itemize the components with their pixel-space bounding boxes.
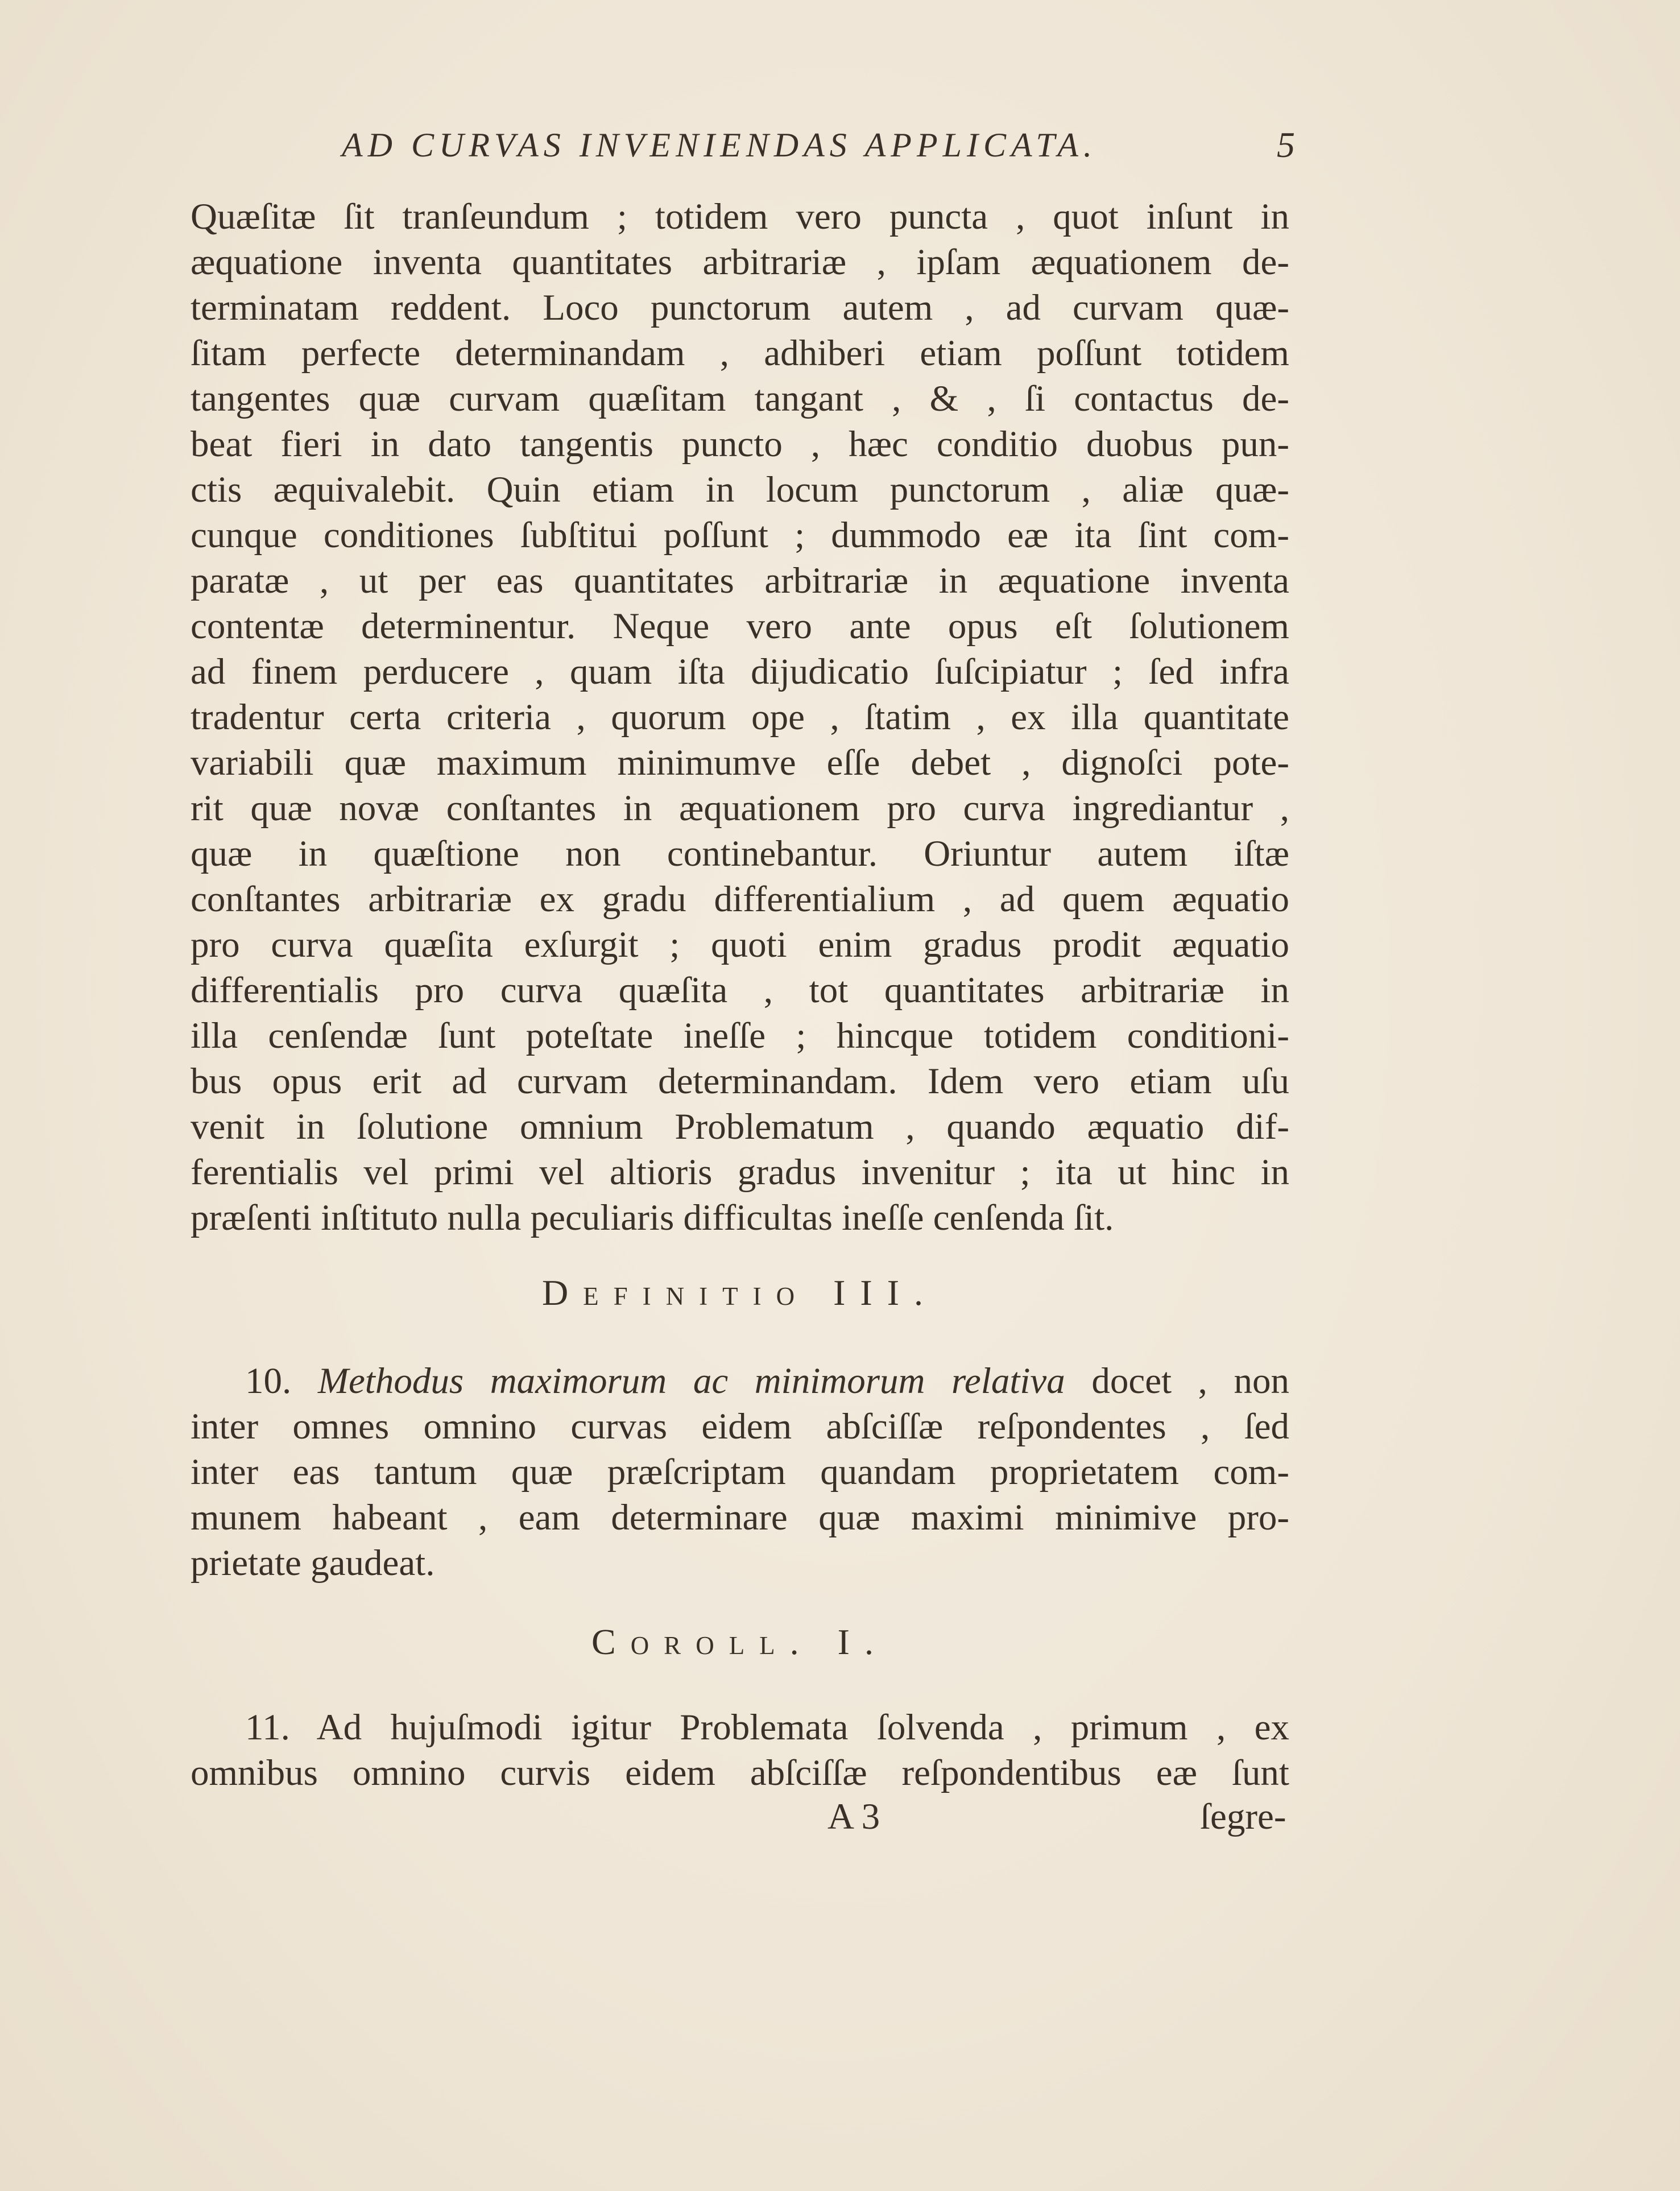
text-line: tangentes quæ curvam quæſitam tangant , & , ſi contactus de-: [191, 378, 1289, 419]
running-title: AD CURVAS INVENIENDAS APPLICATA.: [342, 126, 1097, 164]
text-line: terminatam reddent. Loco punctorum autem , ad curvam quæ-: [191, 287, 1289, 328]
first-line-rest: docet , non: [1091, 1361, 1289, 1402]
text-line: Quæſitæ ſit tranſeundum ; totidem vero puncta , quot inſunt in: [191, 196, 1289, 237]
text-line: munem habeant , eam determinare quæ maximi minimive pro-: [191, 1497, 1289, 1538]
italic-term: Methodus maximorum ac minimorum relativa: [317, 1361, 1065, 1402]
text-line: cunque conditiones ſubſtitui poſſunt ; dummodo eæ ita ſint com-: [191, 515, 1289, 556]
text-line: 11. Ad hujuſmodi igitur Problemata ſolvenda , primum , ex: [245, 1707, 1289, 1748]
text-line: prietate gaudeat.: [191, 1543, 435, 1584]
text-line: pro curva quæſita exſurgit ; quoti enim gradus prodit æquatio: [191, 924, 1289, 965]
text-line: venit in ſolutione omnium Problematum , quando æquatio dif-: [191, 1106, 1289, 1147]
text-line: beat fieri in dato tangentis puncto , hæc conditio duobus pun-: [191, 424, 1289, 465]
text-line: bus opus erit ad curvam determinandam. Idem vero etiam uſu: [191, 1061, 1289, 1102]
text-line: omnibus omnino curvis eidem abſciſſæ reſpondentibus eæ ſunt: [191, 1752, 1289, 1793]
text-line: contentæ determinentur. Neque vero ante opus eſt ſolutionem: [191, 606, 1289, 647]
catchword: ſegre-: [1200, 1796, 1286, 1837]
text-line: quæ in quæſtione non continebantur. Oriuntur autem iſtæ: [191, 833, 1289, 874]
definition-paragraph: [191, 1358, 1289, 1586]
text-line: tradentur certa criteria , quorum ope , ſtatim , ex illa quantitate: [191, 697, 1289, 738]
text-line: differentialis pro curva quæſita , tot quantitates arbitrariæ in: [191, 970, 1289, 1011]
corollary-heading: Coroll. I.: [591, 1622, 888, 1662]
text-line: ſitam perfecte determinandam , adhiberi etiam poſſunt totidem: [191, 333, 1289, 374]
text-line: conſtantes arbitrariæ ex gradu differentialium , ad quem æquatio: [191, 879, 1289, 920]
definition-heading: Definitio III.: [541, 1272, 938, 1313]
definition-first-line: [191, 1358, 1289, 1404]
text-line: ad finem perducere , quam iſta dijudicatio ſuſcipiatur ; ſed infra: [191, 651, 1289, 692]
signature-mark: A 3: [827, 1796, 880, 1837]
text-line: rit quæ novæ conſtantes in æquationem pro curva ingrediantur ,: [191, 788, 1289, 829]
page-number: 5: [1277, 125, 1295, 165]
text-line: variabili quæ maximum minimumve eſſe debet , dignoſci pote-: [191, 742, 1289, 783]
body-text: [191, 194, 1289, 1241]
text-line: ctis æquivalebit. Quin etiam in locum punctorum , aliæ quæ-: [191, 469, 1289, 510]
text-line: ferentialis vel primi vel altioris gradus invenitur ; ita ut hinc in: [191, 1152, 1289, 1193]
text-line: præſenti inſtituto nulla peculiaris difficultas ineſſe cenſenda ſit.: [191, 1197, 1114, 1238]
text-line: illa cenſendæ ſunt poteſtate ineſſe ; hincque totidem conditioni-: [191, 1015, 1289, 1056]
text-line: inter omnes omnino curvas eidem abſciſſæ reſpondentes , ſed: [191, 1406, 1289, 1447]
text-line: inter eas tantum quæ præſcriptam quandam proprietatem com-: [191, 1452, 1289, 1493]
text-line: paratæ , ut per eas quantitates arbitrariæ in æquatione inventa: [191, 560, 1289, 601]
text-line: æquatione inventa quantitates arbitrariæ , ipſam æquationem de-: [191, 242, 1289, 283]
corollary-paragraph: [191, 1705, 1289, 1796]
paragraph-number: 10.: [245, 1361, 292, 1402]
